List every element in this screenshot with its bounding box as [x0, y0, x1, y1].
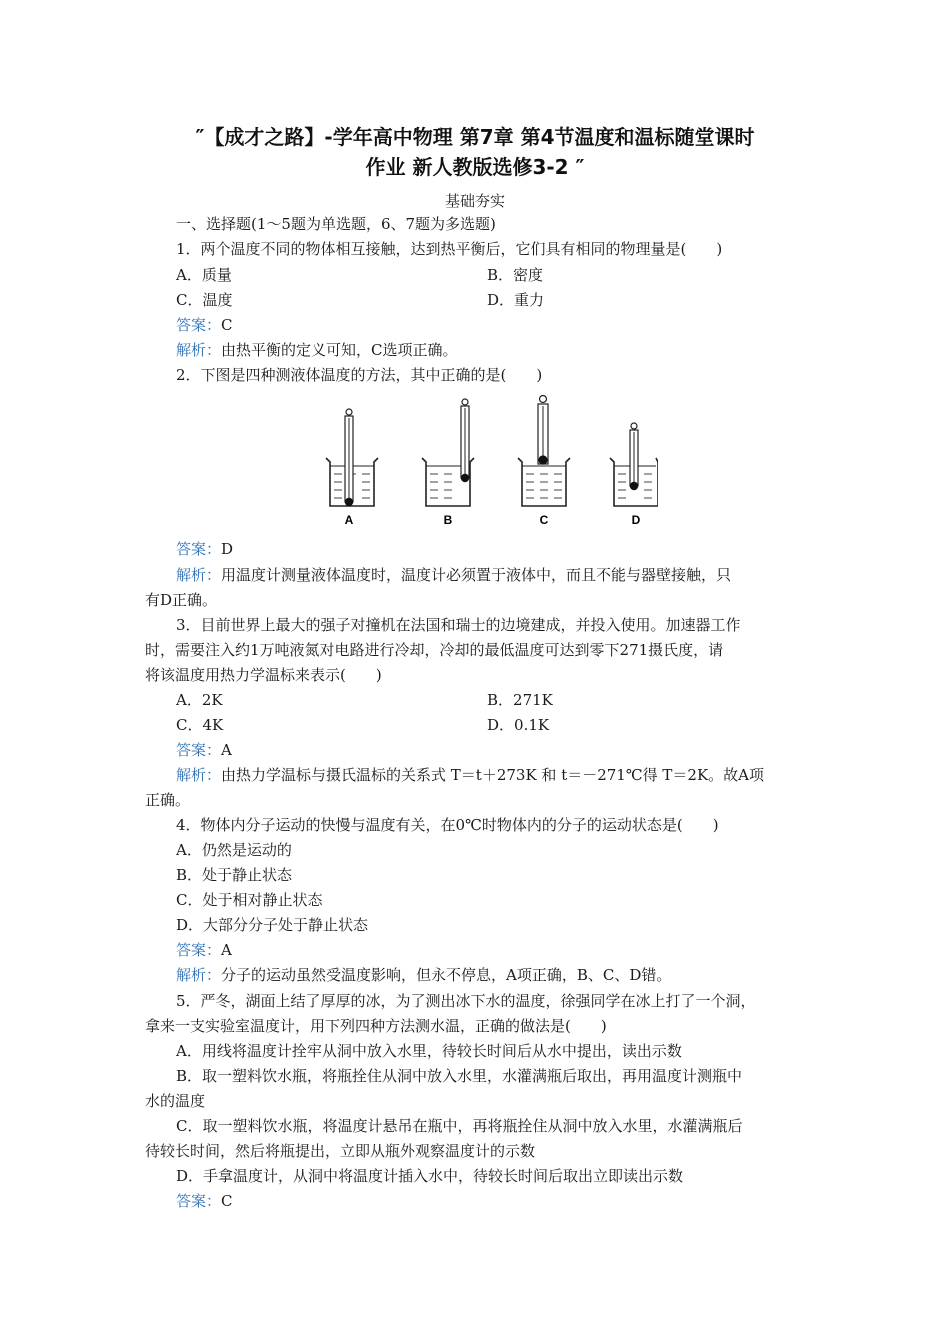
q3-option-a: A．2K: [176, 691, 223, 709]
q2-analysis: [176, 564, 731, 586]
q3-option-b: B．271K: [487, 691, 553, 709]
title-line-2: 作业 新人教版选修3-2 ″: [365, 155, 585, 179]
figure-label-b: B: [443, 513, 453, 527]
q5-option-a: A．用线将温度计拴牢从洞中放入水里，待较长时间后从水中提出，读出示数: [176, 1042, 682, 1060]
q5-stem-2: 拿来一支实验室温度计，用下列四种方法测水温，正确的做法是( ): [145, 1017, 607, 1035]
answer-value: A: [221, 941, 232, 959]
q3-option-d: D．0.1K: [487, 716, 550, 734]
q3-stem-3: 将该温度用热力学温标来表示( ): [145, 666, 382, 684]
analysis-label: 解析：: [176, 566, 222, 584]
answer-value: A: [221, 741, 232, 759]
answer-value: D: [221, 540, 234, 558]
q5-answer: [176, 1190, 233, 1212]
analysis-text: 由热力学温标与摄氏温标的关系式 T＝t＋273K 和 t＝－271℃得 T＝2K。故A项: [221, 766, 764, 784]
q5-option-b-cont: 水的温度: [145, 1092, 206, 1110]
analysis-text: 分子的运动虽然受温度影响，但永不停息，A项正确，B、C、D错。: [221, 966, 672, 984]
q1-option-c: C．温度: [176, 291, 233, 309]
figure-label-d: D: [631, 513, 641, 527]
analysis-label: 解析：: [176, 966, 222, 984]
q5-option-d: D．手拿温度计，从洞中将温度计插入水中，待较长时间后取出立即读出示数: [176, 1167, 684, 1185]
answer-value: C: [221, 316, 233, 334]
analysis-text: 用温度计测量液体温度时，温度计必须置于液体中，而且不能与器壁接触，只: [221, 566, 732, 584]
q4-option-c: C．处于相对静止状态: [176, 891, 323, 909]
q5-option-b: B．取一塑料饮水瓶，将瓶拴住从洞中放入水里，水灌满瓶后取出，再用温度计测瓶中: [176, 1067, 743, 1085]
q4-option-b: B．处于静止状态: [176, 866, 293, 884]
figure-label-a: A: [344, 513, 354, 527]
q5-stem-1: 5．严冬，湖面上结了厚厚的冰，为了测出冰下水的温度，徐强同学在冰上打了一个洞，: [176, 992, 756, 1010]
q4-answer: [176, 939, 232, 961]
q1-stem: 1．两个温度不同的物体相互接触，达到热平衡后，它们具有相同的物理量是( ): [176, 240, 723, 258]
q3-option-c: C．4K: [176, 716, 224, 734]
answer-label: 答案：: [176, 540, 222, 558]
q4-option-d: D．大部分分子处于静止状态: [176, 916, 369, 934]
q5-option-c: C．取一塑料饮水瓶，将温度计悬吊在瓶中，再将瓶拴住从洞中放入水里，水灌满瓶后: [176, 1117, 743, 1135]
answer-label: 答案：: [176, 1192, 222, 1210]
q2-analysis-cont: 有D正确。: [145, 591, 218, 609]
q1-answer: [176, 314, 233, 336]
document-title: [120, 122, 830, 182]
title-line-1: ″【成才之路】-学年高中物理 第7章 第4节温度和温标随堂课时: [195, 125, 755, 149]
thermometer-beakers-figure: [318, 394, 658, 534]
beaker-d: [610, 423, 658, 506]
figure-label-c: C: [539, 513, 549, 527]
answer-label: 答案：: [176, 316, 222, 334]
q2-answer: [176, 538, 233, 560]
analysis-text: 由热平衡的定义可知，C选项正确。: [221, 341, 458, 359]
beaker-a: [326, 409, 378, 506]
q1-option-d: D．重力: [487, 291, 545, 309]
section-heading: 基础夯实: [444, 192, 505, 210]
q3-analysis-cont: 正确。: [145, 791, 191, 809]
q3-answer: [176, 739, 232, 761]
q1-analysis: [176, 339, 458, 361]
answer-label: 答案：: [176, 741, 222, 759]
q2-stem: 2．下图是四种测液体温度的方法，其中正确的是( ): [176, 366, 543, 384]
answer-value: C: [221, 1192, 233, 1210]
q5-option-c-cont: 待较长时间，然后将瓶提出，立即从瓶外观察温度计的示数: [145, 1142, 536, 1160]
analysis-label: 解析：: [176, 766, 222, 784]
q3-analysis: [176, 764, 764, 786]
q4-analysis: [176, 964, 671, 986]
q1-option-a: A．质量: [176, 266, 232, 284]
q4-stem: 4．物体内分子运动的快慢与温度有关，在0℃时物体内的分子的运动状态是( ): [176, 816, 719, 834]
q3-stem-2: 时，需要注入约1万吨液氮对电路进行冷却，冷却的最低温度可达到零下271摄氏度，请: [145, 641, 724, 659]
analysis-label: 解析：: [176, 341, 222, 359]
q4-option-a: A．仍然是运动的: [176, 841, 292, 859]
q3-stem-1: 3．目前世界上最大的强子对撞机在法国和瑞士的边境建成，并投入使用。加速器工作: [176, 616, 741, 634]
part-heading: 一、选择题(1～5题为单选题，6、7题为多选题): [176, 215, 496, 233]
q1-option-b: B．密度: [487, 266, 544, 284]
beaker-c: [518, 396, 570, 507]
beaker-b: [422, 399, 474, 506]
answer-label: 答案：: [176, 941, 222, 959]
